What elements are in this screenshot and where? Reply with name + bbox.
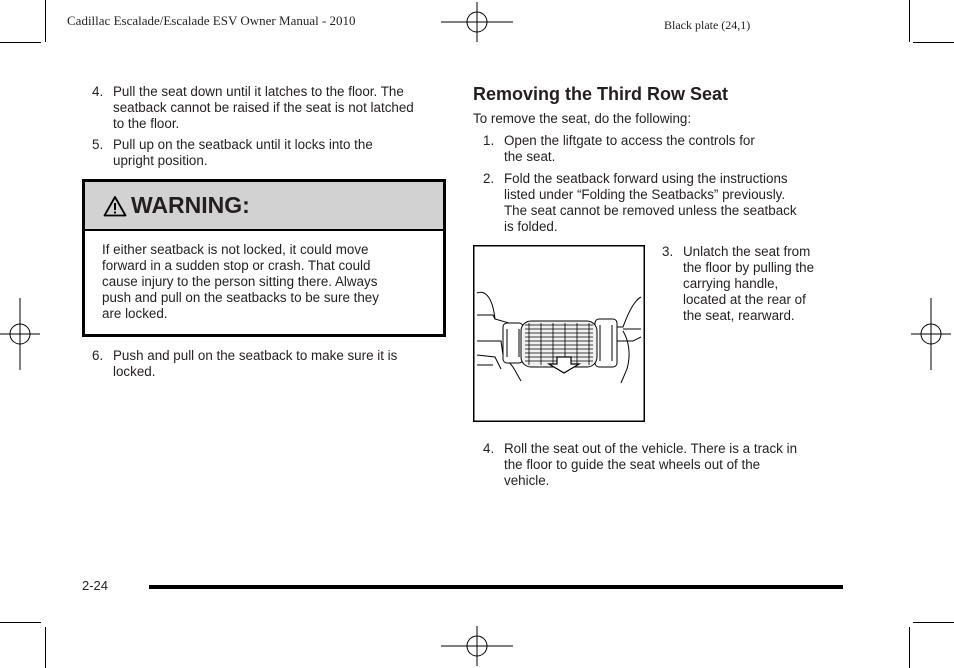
warning-line: cause injury to the person sitting there. Always <box>102 274 378 289</box>
warning-header <box>85 182 443 231</box>
step-number: 3. <box>662 244 674 259</box>
seat-handle-illustration <box>473 245 645 422</box>
step-text-line: located at the rear of <box>683 292 806 307</box>
step-number: 6. <box>92 348 104 363</box>
step-text-line: Roll the seat out of the vehicle. There is a track in <box>504 441 798 456</box>
step-text-line: vehicle. <box>504 473 550 488</box>
step-text-line: Pull up on the seatback until it locks into the <box>113 137 373 152</box>
step-number: 1. <box>483 133 495 148</box>
step-text-line: the floor by pulling the <box>683 260 815 275</box>
step-text-line: Pull the seat down until it latches to the floor. The <box>113 84 404 99</box>
step-text-line: listed under “Folding the Seatbacks” previously. <box>504 187 786 202</box>
step-number: 4. <box>483 441 495 456</box>
step-text-line: The seat cannot be removed unless the seatback <box>504 203 797 218</box>
warning-triangle-icon <box>103 195 127 217</box>
section-intro: To remove the seat, do the following: <box>473 111 692 126</box>
warning-line: If either seatback is not locked, it could move <box>102 242 369 257</box>
step-text-line: upright position. <box>113 153 208 168</box>
step-text-line: carrying handle, <box>683 276 779 291</box>
step-text-line: the floor to guide the seat wheels out of the <box>504 457 761 472</box>
warning-line: push and pull on the seatbacks to be sure they <box>102 290 379 305</box>
step-number: 2. <box>483 171 495 186</box>
step-number: 5. <box>92 137 104 152</box>
warning-line: are locked. <box>102 306 168 321</box>
page-number: 2-24 <box>82 578 109 593</box>
step-text-line: Push and pull on the seatback to make sure it is <box>113 348 398 363</box>
step-text-line: locked. <box>113 364 156 379</box>
section-heading: Removing the Third Row Seat <box>473 84 729 104</box>
warning-title: WARNING: <box>131 192 250 218</box>
step-text-line: seatback cannot be raised if the seat is not latched <box>113 100 414 115</box>
step-text-line: to the floor. <box>113 116 180 131</box>
step-text-line: the seat, rearward. <box>683 308 795 323</box>
step-text-line: the seat. <box>504 149 556 164</box>
step-number: 4. <box>92 84 104 99</box>
step-text-line: Open the liftgate to access the controls for <box>504 133 755 148</box>
warning-text <box>102 242 442 322</box>
warning-box <box>82 179 446 337</box>
warning-line: forward in a sudden stop or crash. That could <box>102 258 371 273</box>
footer-rule <box>149 585 843 589</box>
step-text-line: Unlatch the seat from <box>683 244 811 259</box>
step-text-line: Fold the seatback forward using the instructions <box>504 171 788 186</box>
step-text-line: is folded. <box>504 219 558 234</box>
header-manual-title: Cadillac Escalade/Escalade ESV Owner Manual - 2010 <box>67 13 356 28</box>
header-plate-label: Black plate (24,1) <box>664 18 751 32</box>
